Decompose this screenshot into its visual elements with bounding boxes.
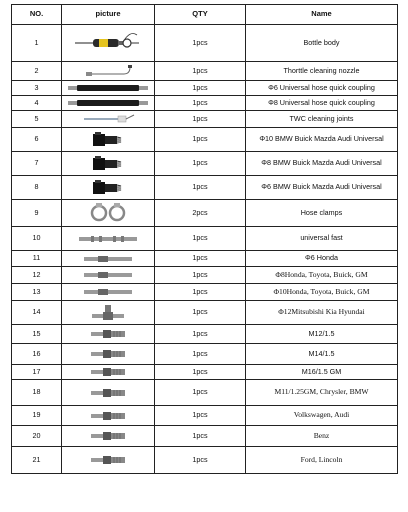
quick-connector-icon (64, 154, 152, 174)
part-picture (62, 267, 155, 284)
part-picture (62, 380, 155, 406)
row-name: Φ6 Honda (246, 251, 398, 267)
part-picture (62, 25, 155, 62)
table-row (12, 301, 398, 325)
row-name: Φ10Honda, Toyota, Buick, GM (246, 284, 398, 301)
row-qty: 1pcs (155, 344, 246, 365)
row-qty: 1pcs (155, 128, 246, 152)
bottle-body-icon (64, 28, 152, 58)
part-picture (62, 447, 155, 474)
part-picture (62, 227, 155, 251)
part-picture (62, 176, 155, 200)
row-name: M12/1.5 (246, 325, 398, 344)
row-name: M14/1.5 (246, 344, 398, 365)
row-qty: 1pcs (155, 301, 246, 325)
hose-clamp-icon (64, 202, 152, 224)
table-row (12, 62, 398, 81)
row-name: Φ12Mitsubishi Kia Hyundai (246, 301, 398, 325)
parts-table (11, 4, 398, 474)
table-row (12, 325, 398, 344)
row-qty: 1pcs (155, 111, 246, 128)
table-row (12, 365, 398, 380)
table-row (12, 344, 398, 365)
row-number: 10 (12, 227, 62, 251)
row-number: 21 (12, 447, 62, 474)
row-qty: 1pcs (155, 251, 246, 267)
adapter-icon (64, 254, 152, 264)
row-number: 1 (12, 25, 62, 62)
hose-icon (64, 97, 152, 109)
row-name: TWC cleaning joints (246, 111, 398, 128)
row-number: 11 (12, 251, 62, 267)
table-row (12, 152, 398, 176)
row-number: 5 (12, 111, 62, 128)
part-picture (62, 284, 155, 301)
part-picture (62, 81, 155, 96)
part-picture (62, 325, 155, 344)
row-qty: 1pcs (155, 227, 246, 251)
part-picture (62, 251, 155, 267)
row-qty: 2pcs (155, 200, 246, 227)
row-qty: 1pcs (155, 365, 246, 380)
part-picture (62, 128, 155, 152)
table-row (12, 111, 398, 128)
row-number: 20 (12, 426, 62, 447)
part-picture (62, 406, 155, 426)
header-picture: picture (62, 5, 155, 25)
row-number: 19 (12, 406, 62, 426)
row-number: 7 (12, 152, 62, 176)
threaded-adapter-icon (64, 409, 152, 423)
row-qty: 1pcs (155, 380, 246, 406)
row-number: 12 (12, 267, 62, 284)
table-row (12, 426, 398, 447)
row-name: Ford, Lincoln (246, 447, 398, 474)
row-number: 17 (12, 365, 62, 380)
header-name: Name (246, 5, 398, 25)
part-picture (62, 111, 155, 128)
row-qty: 1pcs (155, 152, 246, 176)
table-row (12, 128, 398, 152)
row-name: Φ10 BMW Buick Mazda Audi Universal (246, 128, 398, 152)
row-qty: 1pcs (155, 426, 246, 447)
row-qty: 1pcs (155, 406, 246, 426)
table-row (12, 227, 398, 251)
twc-joint-icon (64, 112, 152, 126)
row-number: 13 (12, 284, 62, 301)
row-name: universal fast (246, 227, 398, 251)
table-row (12, 284, 398, 301)
row-qty: 1pcs (155, 267, 246, 284)
table-row (12, 176, 398, 200)
row-qty: 1pcs (155, 25, 246, 62)
row-number: 16 (12, 344, 62, 365)
row-name: Benz (246, 426, 398, 447)
row-name: Thorttle cleaning nozzle (246, 62, 398, 81)
t-adapter-icon (64, 303, 152, 323)
row-number: 2 (12, 62, 62, 81)
table-row (12, 81, 398, 96)
row-number: 15 (12, 325, 62, 344)
row-name: Φ6 BMW Buick Mazda Audi Universal (246, 176, 398, 200)
header-qty: QTY (155, 5, 246, 25)
part-picture (62, 426, 155, 447)
table-row (12, 380, 398, 406)
row-number: 9 (12, 200, 62, 227)
threaded-adapter-icon (64, 453, 152, 467)
table-row (12, 96, 398, 111)
hose-icon (64, 82, 152, 94)
row-name: M16/1.5 GM (246, 365, 398, 380)
part-picture (62, 200, 155, 227)
row-name: Φ8Honda, Toyota, Buick, GM (246, 267, 398, 284)
row-qty: 1pcs (155, 284, 246, 301)
table-row (12, 25, 398, 62)
table-row (12, 200, 398, 227)
row-number: 4 (12, 96, 62, 111)
part-picture (62, 152, 155, 176)
cleaning-nozzle-icon (64, 63, 152, 79)
row-name: Φ8 BMW Buick Mazda Audi Universal (246, 152, 398, 176)
threaded-adapter-icon (64, 429, 152, 443)
header-row (12, 5, 398, 25)
row-qty: 1pcs (155, 96, 246, 111)
universal-fitting-icon (64, 233, 152, 245)
table-row (12, 267, 398, 284)
row-qty: 1pcs (155, 325, 246, 344)
part-picture (62, 96, 155, 111)
row-name: Bottle body (246, 25, 398, 62)
part-picture (62, 344, 155, 365)
part-picture (62, 62, 155, 81)
table-row (12, 251, 398, 267)
threaded-adapter-icon (64, 386, 152, 400)
row-name: Volkswagen, Audi (246, 406, 398, 426)
quick-connector-icon (64, 130, 152, 150)
threaded-adapter-icon (64, 327, 152, 341)
row-name: Hose clamps (246, 200, 398, 227)
table-row (12, 406, 398, 426)
row-name: M11/1.25GM, Chrysler, BMW (246, 380, 398, 406)
threaded-adapter-icon (64, 347, 152, 361)
adapter-icon (64, 270, 152, 280)
row-qty: 1pcs (155, 81, 246, 96)
row-number: 6 (12, 128, 62, 152)
row-qty: 1pcs (155, 62, 246, 81)
row-name: Φ8 Universal hose quick coupling (246, 96, 398, 111)
threaded-adapter-icon (64, 365, 152, 379)
row-number: 18 (12, 380, 62, 406)
adapter-icon (64, 287, 152, 297)
part-picture (62, 301, 155, 325)
row-number: 3 (12, 81, 62, 96)
row-qty: 1pcs (155, 176, 246, 200)
table-row (12, 447, 398, 474)
row-name: Φ6 Universal hose quick coupling (246, 81, 398, 96)
row-number: 8 (12, 176, 62, 200)
row-qty: 1pcs (155, 447, 246, 474)
row-number: 14 (12, 301, 62, 325)
header-no: NO. (12, 5, 62, 25)
quick-connector-icon (64, 178, 152, 198)
part-picture (62, 365, 155, 380)
